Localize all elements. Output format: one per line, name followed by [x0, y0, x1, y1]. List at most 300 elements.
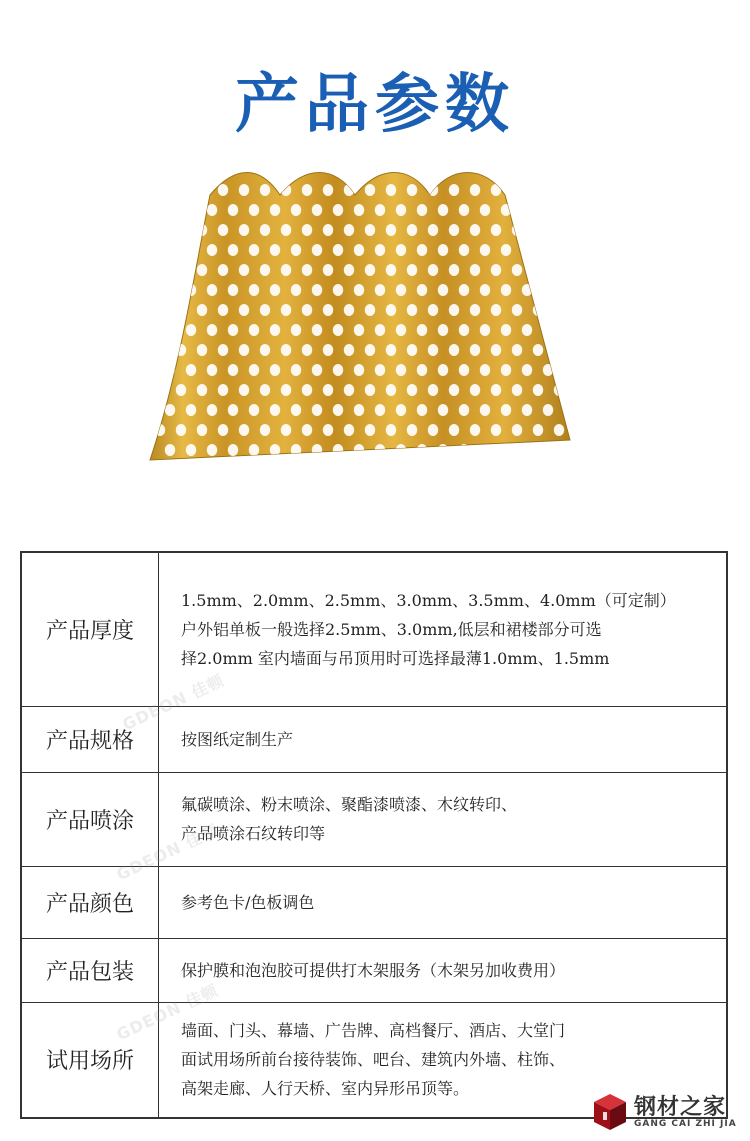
perforation-hole: [533, 304, 543, 316]
perforation-hole: [312, 244, 322, 256]
perforation-hole: [323, 184, 333, 196]
param-label: 产品规格: [21, 706, 159, 772]
logo-name: 钢材之家: [634, 1095, 727, 1120]
perforation-hole: [239, 184, 249, 196]
perforation-hole: [218, 344, 228, 356]
perforation-hole: [543, 204, 553, 216]
param-value: [159, 772, 728, 866]
perforation-hole: [470, 344, 480, 356]
perforation-hole: [281, 184, 291, 196]
perforation-hole: [386, 184, 396, 196]
perforation-hole: [333, 244, 343, 256]
perforation-hole: [470, 424, 480, 436]
perforation-hole: [281, 384, 291, 396]
perforation-hole: [344, 224, 354, 236]
perforation-hole: [417, 404, 427, 416]
param-row: [21, 706, 727, 772]
perforation-hole: [344, 184, 354, 196]
perforation-hole: [375, 204, 385, 216]
perforation-hole: [312, 444, 322, 456]
cube-logo-icon: [592, 1092, 628, 1132]
perforation-hole: [428, 384, 438, 396]
perforation-hole: [218, 424, 228, 436]
perforation-hole: [459, 324, 469, 336]
perforation-hole: [197, 344, 207, 356]
perforation-hole: [407, 304, 417, 316]
perforation-hole: [407, 424, 417, 436]
perforation-hole: [449, 424, 459, 436]
perforation-hole: [386, 384, 396, 396]
perforation-hole: [344, 304, 354, 316]
perforation-hole: [407, 384, 417, 396]
perforation-hole: [260, 424, 270, 436]
perforation-hole: [417, 364, 427, 376]
param-value-line: 户外铝单板一般选择2.5mm、3.0mm,低层和裙楼部分可选: [181, 619, 602, 639]
perforation-hole: [239, 384, 249, 396]
perforation-hole: [491, 184, 501, 196]
perforation-hole: [375, 404, 385, 416]
perforation-hole: [354, 284, 364, 296]
perforation-hole: [459, 444, 469, 456]
perforation-hole: [491, 264, 501, 276]
param-value-line: 按图纸定制生产: [181, 729, 294, 749]
perforation-hole: [533, 424, 543, 436]
logo-subtitle: GANG CAI ZHI JIA: [634, 1119, 737, 1129]
perforation-hole: [218, 384, 228, 396]
perforation-hole: [564, 204, 574, 216]
perforation-hole: [344, 384, 354, 396]
perforation-hole: [470, 384, 480, 396]
perforation-hole: [186, 244, 196, 256]
perforation-hole: [491, 424, 501, 436]
perforation-hole: [312, 364, 322, 376]
perforation-hole: [186, 204, 196, 216]
perforation-hole: [407, 224, 417, 236]
perforation-hole: [438, 324, 448, 336]
param-value: [159, 706, 728, 772]
perforation-hole: [312, 284, 322, 296]
perforation-hole: [176, 264, 186, 276]
perforation-hole: [165, 204, 175, 216]
perforation-hole: [396, 244, 406, 256]
perforation-hole: [155, 304, 165, 316]
perforation-hole: [480, 444, 490, 456]
perforation-hole: [207, 284, 217, 296]
perforation-hole: [365, 224, 375, 236]
perforation-hole: [428, 304, 438, 316]
perforation-hole: [302, 424, 312, 436]
perforation-hole: [165, 444, 175, 456]
perforation-hole: [417, 204, 427, 216]
perforation-hole: [522, 444, 532, 456]
perforation-hole: [512, 304, 522, 316]
perforation-hole: [564, 404, 574, 416]
perforation-hole: [281, 304, 291, 316]
perforation-hole: [165, 404, 175, 416]
perforation-hole: [155, 184, 165, 196]
perforation-hole: [438, 444, 448, 456]
perforation-hole: [333, 324, 343, 336]
perforation-hole: [333, 204, 343, 216]
perforation-hole: [491, 304, 501, 316]
perforation-hole: [186, 404, 196, 416]
param-value-line: 面试用场所前台接待装饰、吧台、建筑内外墙、柱饰、: [181, 1050, 566, 1070]
perforation-hole: [407, 264, 417, 276]
perforation-hole: [396, 444, 406, 456]
perforation-hole: [533, 344, 543, 356]
perforation-hole: [228, 244, 238, 256]
param-row: [21, 938, 727, 1002]
perforation-hole: [564, 444, 574, 456]
perforation-hole: [228, 204, 238, 216]
perforation-hole: [207, 204, 217, 216]
perforation-hole: [522, 364, 532, 376]
perforation-hole: [501, 324, 511, 336]
perforation-hole: [249, 324, 259, 336]
param-value-line: 1.5mm、2.0mm、2.5mm、3.0mm、3.5mm、4.0mm（可定制）: [181, 590, 676, 610]
perforation-hole: [470, 304, 480, 316]
perforation-hole: [365, 384, 375, 396]
perforation-hole: [480, 284, 490, 296]
perforation-hole: [260, 304, 270, 316]
perforation-hole: [249, 284, 259, 296]
perforation-hole: [354, 324, 364, 336]
perforation-hole: [564, 244, 574, 256]
perforation-hole: [501, 444, 511, 456]
param-value: [159, 552, 728, 706]
perforation-hole: [449, 304, 459, 316]
perforation-hole: [554, 424, 564, 436]
param-value-line: 氟碳喷涂、粉末喷涂、聚酯漆喷漆、木纹转印、: [181, 795, 518, 814]
perforation-hole: [386, 304, 396, 316]
perforation-hole: [186, 324, 196, 336]
perforation-hole: [270, 404, 280, 416]
perforation-hole: [312, 324, 322, 336]
perforation-hole: [197, 384, 207, 396]
watermark-1: GDEON 佳顿: [119, 670, 228, 735]
perforation-hole: [323, 264, 333, 276]
perforation-hole: [270, 204, 280, 216]
perforation-hole: [291, 404, 301, 416]
perforation-hole: [207, 324, 217, 336]
perforation-hole: [438, 364, 448, 376]
perforation-hole: [218, 264, 228, 276]
params-table: [20, 551, 728, 1119]
perforation-hole: [218, 224, 228, 236]
perforation-hole: [323, 384, 333, 396]
perforation-hole: [228, 284, 238, 296]
perforation-hole: [522, 244, 532, 256]
perforation-hole: [512, 424, 522, 436]
param-label: 产品包装: [21, 938, 159, 1002]
perforation-hole: [407, 184, 417, 196]
perforation-hole: [333, 284, 343, 296]
perforation-hole: [501, 244, 511, 256]
param-value-line: 保护膜和泡泡胶可提供打木架服务（木架另加收费用）: [181, 960, 566, 980]
perforation-hole: [207, 404, 217, 416]
perforation-hole: [239, 224, 249, 236]
perforation-hole: [533, 264, 543, 276]
perforation-hole: [428, 424, 438, 436]
perforation-hole: [522, 204, 532, 216]
perforation-hole: [386, 344, 396, 356]
perforation-hole: [344, 344, 354, 356]
perforation-hole: [501, 204, 511, 216]
perforation-hole: [554, 304, 564, 316]
perforation-hole: [396, 204, 406, 216]
perforation-hole: [197, 424, 207, 436]
perforation-hole: [533, 184, 543, 196]
perforation-hole: [438, 284, 448, 296]
perforation-hole: [543, 404, 553, 416]
perforation-hole: [522, 404, 532, 416]
perforation-hole: [218, 304, 228, 316]
perforation-hole: [449, 184, 459, 196]
perforation-hole: [480, 364, 490, 376]
perforation-hole: [270, 324, 280, 336]
perforation-hole: [480, 324, 490, 336]
param-label: 产品颜色: [21, 866, 159, 938]
perforation-hole: [312, 404, 322, 416]
perforation-hole: [218, 184, 228, 196]
perforation-hole: [501, 404, 511, 416]
perforation-hole: [155, 264, 165, 276]
perforation-hole: [281, 424, 291, 436]
perforation-hole: [554, 224, 564, 236]
perforation-hole: [564, 284, 574, 296]
perforation-hole: [449, 264, 459, 276]
perforation-hole: [501, 364, 511, 376]
perforation-hole: [291, 204, 301, 216]
perforation-hole: [417, 284, 427, 296]
footer-logo[interactable]: [592, 1088, 748, 1138]
perforation-hole: [155, 224, 165, 236]
perforation-hole: [302, 224, 312, 236]
perforation-hole: [365, 344, 375, 356]
perforation-hole: [176, 384, 186, 396]
perforation-hole: [155, 344, 165, 356]
perforation-hole: [260, 224, 270, 236]
param-label: 试用场所: [21, 1002, 159, 1118]
perforation-hole: [480, 404, 490, 416]
perforation-hole: [207, 364, 217, 376]
param-label: 产品喷涂: [21, 772, 159, 866]
perforation-hole: [459, 204, 469, 216]
perforation-hole: [354, 244, 364, 256]
perforation-hole: [302, 184, 312, 196]
perforation-hole: [564, 324, 574, 336]
perforation-hole: [396, 404, 406, 416]
perforation-hole: [354, 364, 364, 376]
perforation-hole: [533, 224, 543, 236]
perforation-hole: [239, 424, 249, 436]
perforation-hole: [417, 324, 427, 336]
perforation-hole: [375, 324, 385, 336]
perforation-hole: [260, 264, 270, 276]
perforation-hole: [428, 224, 438, 236]
perforation-hole: [365, 184, 375, 196]
perforation-hole: [375, 244, 385, 256]
perforation-hole: [260, 184, 270, 196]
perforation-hole: [428, 344, 438, 356]
perforation-hole: [554, 344, 564, 356]
perforation-hole: [543, 324, 553, 336]
param-row: [21, 866, 727, 938]
perforation-hole: [375, 444, 385, 456]
perforation-hole: [176, 304, 186, 316]
page-title: 产品参数: [235, 67, 515, 142]
perforation-hole: [428, 184, 438, 196]
perforation-hole: [512, 184, 522, 196]
perforation-hole: [281, 224, 291, 236]
perforation-hole: [459, 284, 469, 296]
perforation-hole: [197, 304, 207, 316]
perforation-hole: [543, 444, 553, 456]
param-row: [21, 552, 727, 706]
perforation-hole: [302, 304, 312, 316]
perforation-hole: [260, 344, 270, 356]
perforation-hole: [155, 424, 165, 436]
param-value: [159, 938, 728, 1002]
perforation-hole: [407, 344, 417, 356]
perforation-hole: [470, 264, 480, 276]
perforation-hole: [176, 184, 186, 196]
perforation-hole: [344, 424, 354, 436]
perforation-hole: [302, 264, 312, 276]
perforation-hole: [480, 244, 490, 256]
perforation-hole: [228, 404, 238, 416]
perforation-hole: [491, 224, 501, 236]
perforation-hole: [386, 224, 396, 236]
perforation-hole: [365, 264, 375, 276]
perforation-hole: [449, 344, 459, 356]
perforated-panel-image: [140, 170, 580, 470]
perforation-hole: [207, 244, 217, 256]
perforation-hole: [291, 244, 301, 256]
perforation-hole: [197, 184, 207, 196]
perforation-hole: [543, 284, 553, 296]
perforation-hole: [428, 264, 438, 276]
perforation-hole: [228, 324, 238, 336]
perforation-hole: [239, 304, 249, 316]
perforation-hole: [564, 364, 574, 376]
perforation-hole: [302, 384, 312, 396]
perforation-hole: [333, 444, 343, 456]
perforation-hole: [480, 204, 490, 216]
perforation-hole: [449, 384, 459, 396]
perforation-hole: [438, 204, 448, 216]
perforation-hole: [396, 284, 406, 296]
perforation-hole: [459, 244, 469, 256]
perforation-hole: [491, 384, 501, 396]
perforation-hole: [176, 224, 186, 236]
perforation-hole: [186, 364, 196, 376]
perforation-hole: [312, 204, 322, 216]
perforation-hole: [459, 364, 469, 376]
perforation-hole: [291, 324, 301, 336]
perforation-hole: [155, 384, 165, 396]
perforation-hole: [344, 264, 354, 276]
perforation-hole: [249, 204, 259, 216]
perforation-hole: [522, 324, 532, 336]
perforation-hole: [554, 384, 564, 396]
perforation-hole: [554, 264, 564, 276]
perforation-hole: [186, 444, 196, 456]
perforation-hole: [533, 384, 543, 396]
perforation-hole: [470, 184, 480, 196]
param-value-line: 择2.0mm 室内墙面与吊顶用时可选择最薄1.0mm、1.5mm: [181, 648, 610, 668]
perforation-hole: [176, 344, 186, 356]
perforation-hole: [165, 244, 175, 256]
perforation-hole: [459, 404, 469, 416]
perforation-hole: [323, 224, 333, 236]
perforation-hole: [165, 284, 175, 296]
perforation-hole: [396, 364, 406, 376]
perforation-hole: [291, 444, 301, 456]
perforation-hole: [449, 224, 459, 236]
perforation-hole: [333, 364, 343, 376]
perforation-hole: [228, 364, 238, 376]
perforation-hole: [270, 284, 280, 296]
perforation-hole: [512, 384, 522, 396]
perforation-hole: [270, 244, 280, 256]
param-value: [159, 866, 728, 938]
perforation-hole: [270, 364, 280, 376]
perforation-hole: [375, 364, 385, 376]
perforation-hole: [302, 344, 312, 356]
perforation-hole: [470, 224, 480, 236]
perforation-hole: [386, 264, 396, 276]
perforation-hole: [438, 404, 448, 416]
perforation-hole: [197, 264, 207, 276]
perforation-hole: [249, 244, 259, 256]
perforation-hole: [281, 264, 291, 276]
perforation-hole: [512, 344, 522, 356]
perforation-hole: [323, 424, 333, 436]
perforation-hole: [249, 404, 259, 416]
param-value-line: 墙面、门头、幕墙、广告牌、高档餐厅、酒店、大堂门: [181, 1021, 566, 1041]
perforation-hole: [239, 344, 249, 356]
param-value-line: 高架走廊、人行天桥、室内异形吊顶等。: [181, 1079, 470, 1099]
perforation-hole: [354, 204, 364, 216]
perforation-hole: [354, 404, 364, 416]
perforation-hole: [291, 364, 301, 376]
perforation-hole: [396, 324, 406, 336]
perforation-hole: [386, 424, 396, 436]
perforation-hole: [491, 344, 501, 356]
perforation-hole: [417, 444, 427, 456]
watermark-2: GDEON 佳顿: [113, 820, 222, 885]
perforation-hole: [323, 344, 333, 356]
perforation-hole: [365, 424, 375, 436]
perforation-hole: [365, 304, 375, 316]
perforation-hole: [239, 264, 249, 276]
perforation-hole: [260, 384, 270, 396]
perforation-hole: [333, 404, 343, 416]
param-row: [21, 772, 727, 866]
perforation-hole: [375, 284, 385, 296]
perforation-hole: [207, 444, 217, 456]
perforation-hole: [512, 264, 522, 276]
perforation-hole: [291, 284, 301, 296]
perforation-hole: [417, 244, 427, 256]
perforation-hole: [281, 344, 291, 356]
perforation-hole: [165, 324, 175, 336]
perforation-hole: [249, 444, 259, 456]
perforation-hole: [323, 304, 333, 316]
param-value-line: 参考色卡/色板调色: [181, 892, 315, 912]
perforation-hole: [438, 244, 448, 256]
